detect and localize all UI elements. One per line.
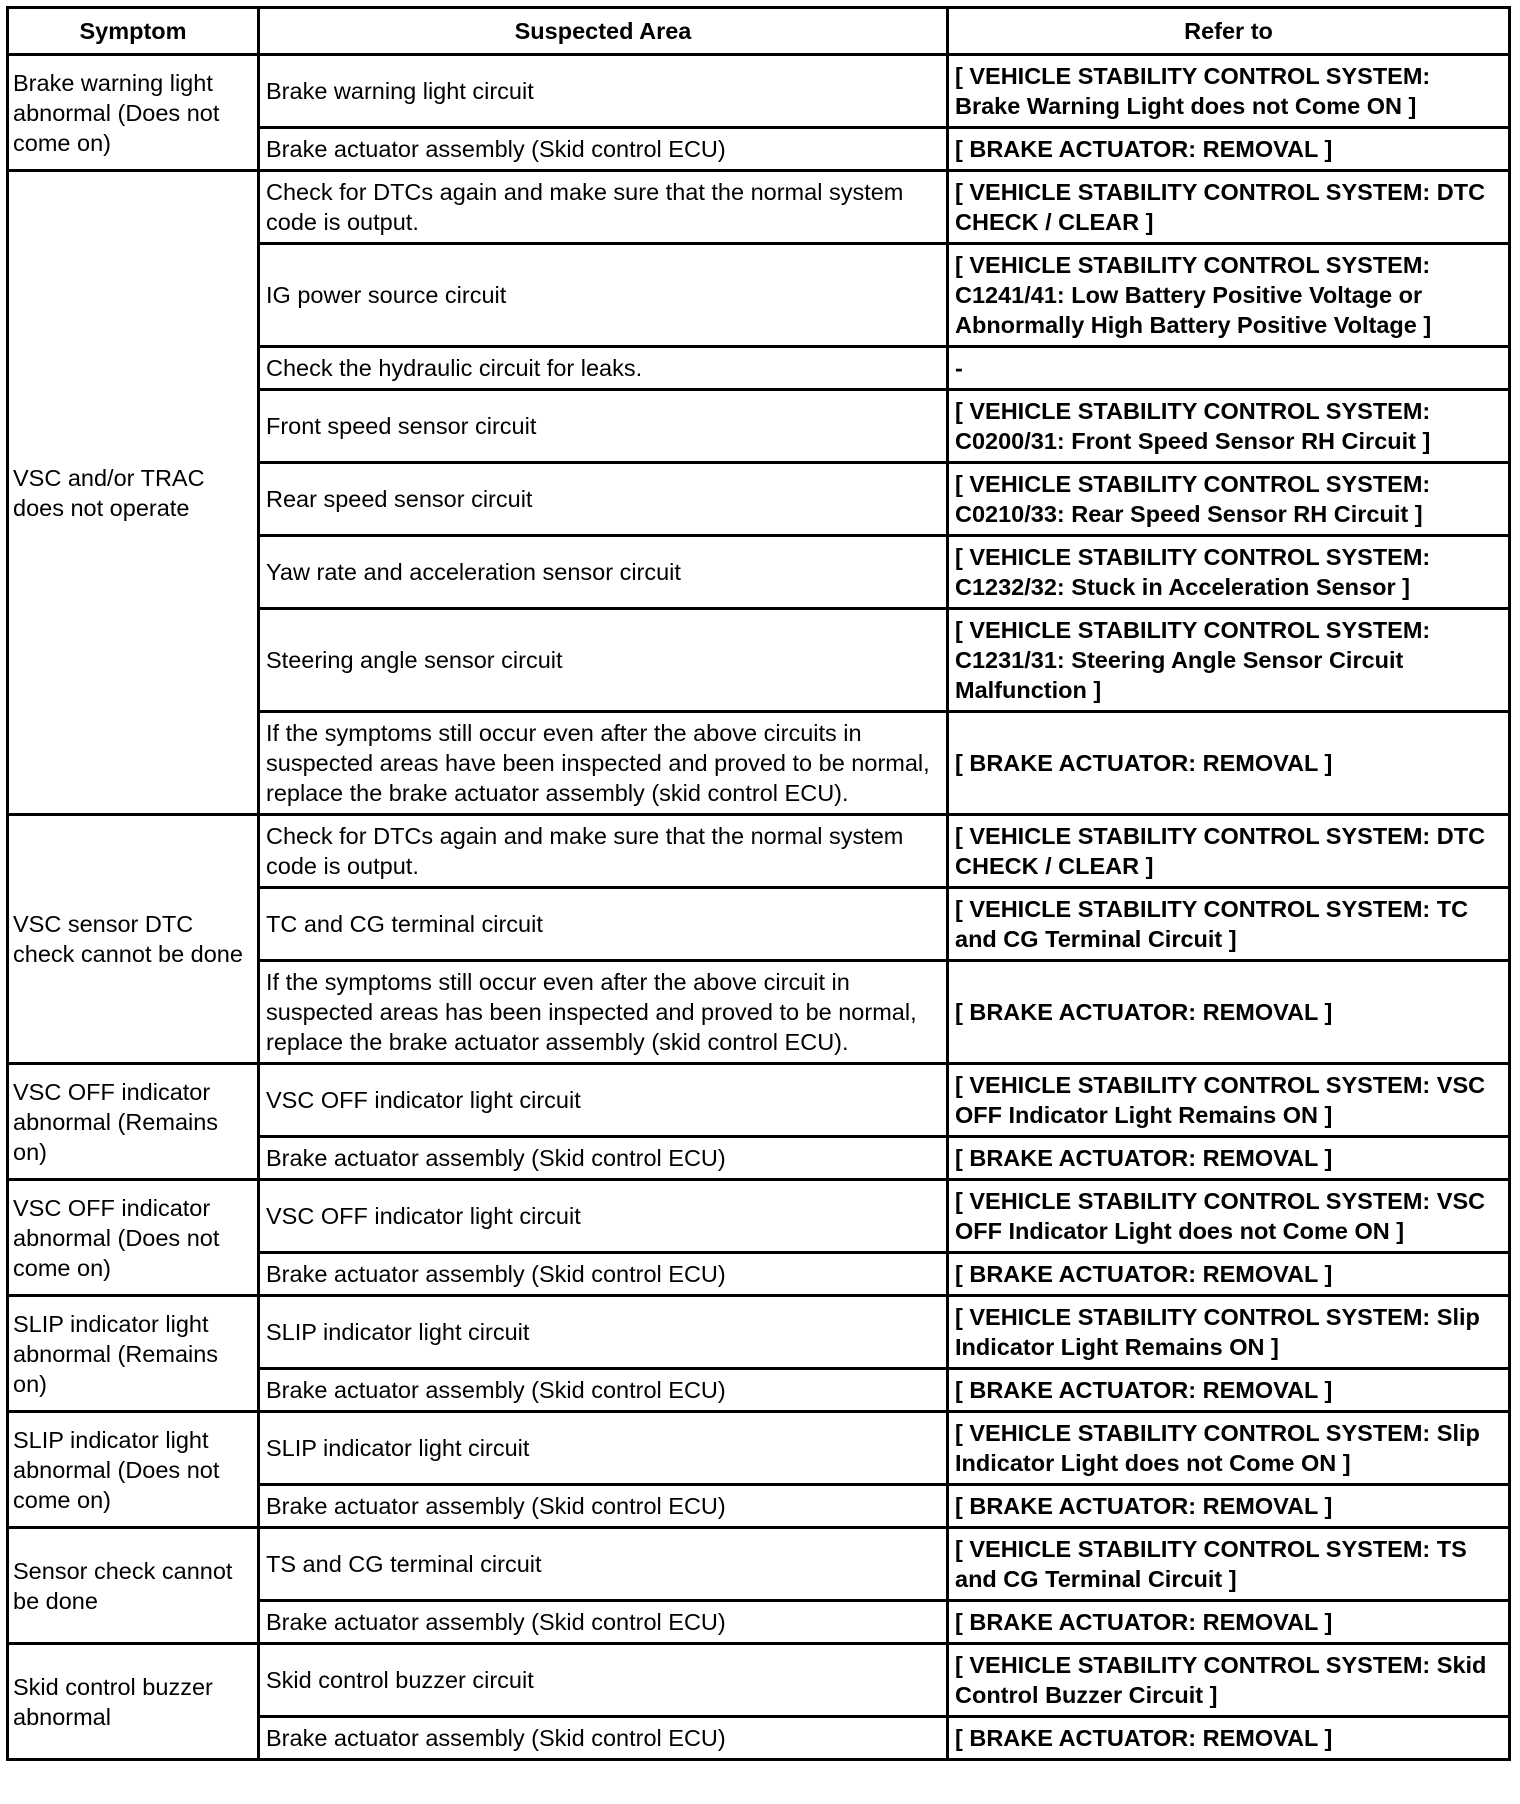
suspected-area-cell: TC and CG terminal circuit (259, 888, 948, 961)
suspected-area-cell: Check for DTCs again and make sure that the normal system code is output. (259, 171, 948, 244)
refer-to-link[interactable]: [ VEHICLE STABILITY CONTROL SYSTEM: DTC CHECK / CLEAR ] (948, 815, 1510, 888)
table-row (8, 1180, 1510, 1253)
suspected-area-cell: Front speed sensor circuit (259, 390, 948, 463)
symptom-cell: SLIP indicator light abnormal (Remains on) (8, 1296, 259, 1412)
suspected-area-cell: Brake actuator assembly (Skid control ECU) (259, 1137, 948, 1180)
refer-to-link[interactable]: [ BRAKE ACTUATOR: REMOVAL ] (948, 712, 1510, 815)
symptom-cell: Skid control buzzer abnormal (8, 1644, 259, 1760)
refer-to-link[interactable]: [ VEHICLE STABILITY CONTROL SYSTEM: C0200/31: Front Speed Sensor RH Circuit ] (948, 390, 1510, 463)
refer-to-link[interactable]: [ VEHICLE STABILITY CONTROL SYSTEM: C0210/33: Rear Speed Sensor RH Circuit ] (948, 463, 1510, 536)
refer-to-link[interactable]: [ BRAKE ACTUATOR: REMOVAL ] (948, 128, 1510, 171)
suspected-area-cell: Brake actuator assembly (Skid control ECU) (259, 1485, 948, 1528)
suspected-area-cell: IG power source circuit (259, 244, 948, 347)
table-row (8, 1064, 1510, 1137)
refer-to-link[interactable]: [ VEHICLE STABILITY CONTROL SYSTEM: Slip Indicator Light Remains ON ] (948, 1296, 1510, 1369)
refer-to-link[interactable]: [ VEHICLE STABILITY CONTROL SYSTEM: Brake Warning Light does not Come ON ] (948, 55, 1510, 128)
symptom-cell: VSC OFF indicator abnormal (Remains on) (8, 1064, 259, 1180)
refer-to-link[interactable]: [ VEHICLE STABILITY CONTROL SYSTEM: Skid Control Buzzer Circuit ] (948, 1644, 1510, 1717)
refer-to-link[interactable]: [ VEHICLE STABILITY CONTROL SYSTEM: C1231/31: Steering Angle Sensor Circuit Malfunction ] (948, 609, 1510, 712)
refer-to-link[interactable]: [ BRAKE ACTUATOR: REMOVAL ] (948, 1137, 1510, 1180)
refer-to-link[interactable]: [ VEHICLE STABILITY CONTROL SYSTEM: Slip Indicator Light does not Come ON ] (948, 1412, 1510, 1485)
refer-to-cell: - (948, 347, 1510, 390)
header-row (8, 8, 1510, 55)
table-row (8, 171, 1510, 244)
suspected-area-cell: VSC OFF indicator light circuit (259, 1064, 948, 1137)
suspected-area-cell: Steering angle sensor circuit (259, 609, 948, 712)
suspected-area-cell: If the symptoms still occur even after the above circuit in suspected areas has been inspected and proved to be normal, replace the brake actuator assembly (skid control ECU). (259, 961, 948, 1064)
refer-to-link[interactable]: [ VEHICLE STABILITY CONTROL SYSTEM: VSC OFF Indicator Light does not Come ON ] (948, 1180, 1510, 1253)
refer-to-link[interactable]: [ VEHICLE STABILITY CONTROL SYSTEM: DTC CHECK / CLEAR ] (948, 171, 1510, 244)
table-body (8, 55, 1510, 1760)
symptom-cell: Sensor check cannot be done (8, 1528, 259, 1644)
table-row (8, 55, 1510, 128)
suspected-area-cell: If the symptoms still occur even after the above circuits in suspected areas have been inspected and proved to be normal, replace the brake actuator assembly (skid control ECU). (259, 712, 948, 815)
refer-to-link[interactable]: [ VEHICLE STABILITY CONTROL SYSTEM: VSC OFF Indicator Light Remains ON ] (948, 1064, 1510, 1137)
table-row (8, 1296, 1510, 1369)
header-refer-to: Refer to (948, 8, 1510, 55)
suspected-area-cell: Brake warning light circuit (259, 55, 948, 128)
refer-to-link[interactable]: [ BRAKE ACTUATOR: REMOVAL ] (948, 961, 1510, 1064)
refer-to-link[interactable]: [ BRAKE ACTUATOR: REMOVAL ] (948, 1485, 1510, 1528)
suspected-area-cell: Rear speed sensor circuit (259, 463, 948, 536)
table-row (8, 1412, 1510, 1485)
suspected-area-cell: SLIP indicator light circuit (259, 1412, 948, 1485)
suspected-area-cell: Brake actuator assembly (Skid control ECU) (259, 1601, 948, 1644)
refer-to-link[interactable]: [ BRAKE ACTUATOR: REMOVAL ] (948, 1717, 1510, 1760)
suspected-area-cell: VSC OFF indicator light circuit (259, 1180, 948, 1253)
refer-to-link[interactable]: [ VEHICLE STABILITY CONTROL SYSTEM: TS and CG Terminal Circuit ] (948, 1528, 1510, 1601)
symptom-cell: VSC OFF indicator abnormal (Does not come on) (8, 1180, 259, 1296)
symptom-cell: Brake warning light abnormal (Does not come on) (8, 55, 259, 171)
refer-to-link[interactable]: [ VEHICLE STABILITY CONTROL SYSTEM: TC and CG Terminal Circuit ] (948, 888, 1510, 961)
suspected-area-cell: Skid control buzzer circuit (259, 1644, 948, 1717)
refer-to-link[interactable]: [ VEHICLE STABILITY CONTROL SYSTEM: C1241/41: Low Battery Positive Voltage or Abnormally High Battery Positive Voltage ] (948, 244, 1510, 347)
suspected-area-cell: Check the hydraulic circuit for leaks. (259, 347, 948, 390)
suspected-area-cell: Yaw rate and acceleration sensor circuit (259, 536, 948, 609)
header-suspected-area: Suspected Area (259, 8, 948, 55)
symptom-cell: VSC and/or TRAC does not operate (8, 171, 259, 815)
suspected-area-cell: Brake actuator assembly (Skid control ECU) (259, 1369, 948, 1412)
suspected-area-cell: Check for DTCs again and make sure that the normal system code is output. (259, 815, 948, 888)
suspected-area-cell: Brake actuator assembly (Skid control ECU) (259, 1717, 948, 1760)
table-row (8, 1528, 1510, 1601)
table-row (8, 815, 1510, 888)
refer-to-link[interactable]: [ BRAKE ACTUATOR: REMOVAL ] (948, 1253, 1510, 1296)
suspected-area-cell: Brake actuator assembly (Skid control ECU) (259, 128, 948, 171)
symptom-table (6, 6, 1511, 1761)
suspected-area-cell: TS and CG terminal circuit (259, 1528, 948, 1601)
refer-to-link[interactable]: [ BRAKE ACTUATOR: REMOVAL ] (948, 1601, 1510, 1644)
refer-to-link[interactable]: [ BRAKE ACTUATOR: REMOVAL ] (948, 1369, 1510, 1412)
symptom-cell: VSC sensor DTC check cannot be done (8, 815, 259, 1064)
header-symptom: Symptom (8, 8, 259, 55)
symptom-cell: SLIP indicator light abnormal (Does not come on) (8, 1412, 259, 1528)
suspected-area-cell: SLIP indicator light circuit (259, 1296, 948, 1369)
table-row (8, 1644, 1510, 1717)
suspected-area-cell: Brake actuator assembly (Skid control ECU) (259, 1253, 948, 1296)
refer-to-link[interactable]: [ VEHICLE STABILITY CONTROL SYSTEM: C1232/32: Stuck in Acceleration Sensor ] (948, 536, 1510, 609)
